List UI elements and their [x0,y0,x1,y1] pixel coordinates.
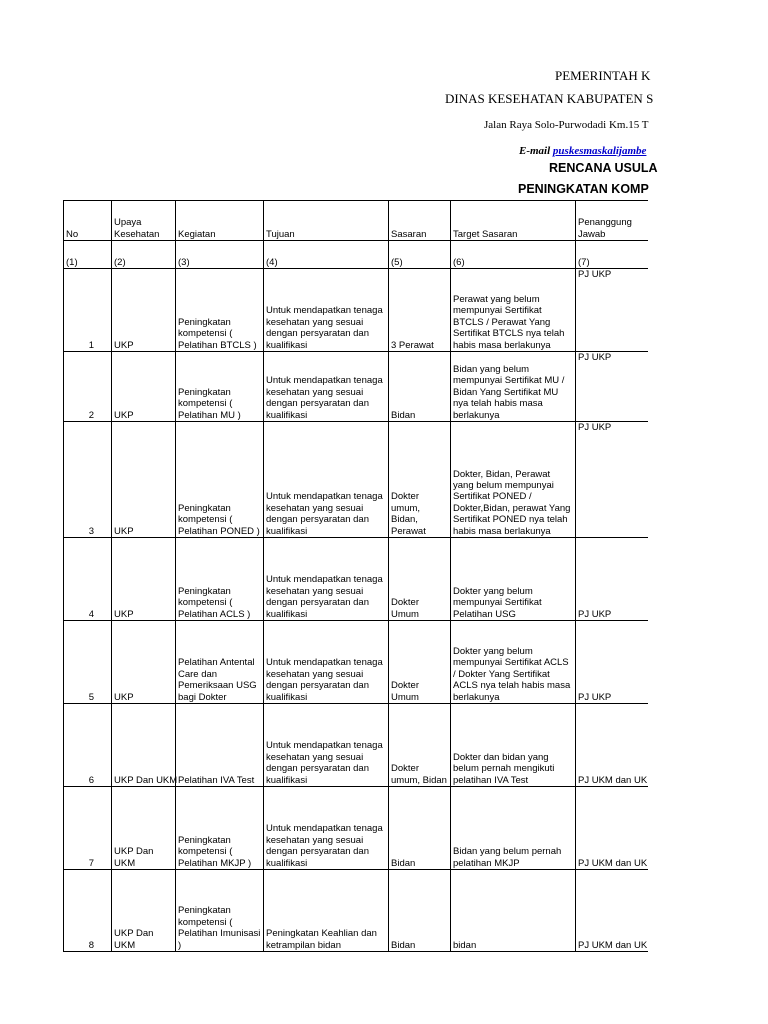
header-target: Target Sasaran [453,228,518,240]
cell-upaya: UKP Dan UKM [114,928,154,951]
email-link[interactable]: puskesmaskalijambe [552,145,647,157]
cell-tujuan: Untuk mendapatkan tenaga kesehatan yang sesuai dengan persyaratan dan kualifikasi [266,375,383,421]
cell-kegiatan: Pelatihan Antental Care dan Pemeriksaan USG bagi Dokter [178,657,257,703]
cell-sasaran: 3 Perawat [391,339,434,351]
cell-kegiatan: Peningkatan kompetensi ( Pelatihan Imunisasi ) [178,905,261,951]
cell-no: 7 [88,857,94,869]
header-upaya: Upaya Kesehatan [114,217,160,240]
cell-target: Dokter dan bidan yang belum pernah mengikuti pelatihan IVA Test [453,751,555,786]
cell-pj: PJ UKM dan UK [578,939,648,951]
cell-kegiatan: Peningkatan kompetensi ( Pelatihan MU ) [178,386,241,421]
cell-tujuan: Untuk mendapatkan tenaga kesehatan yang sesuai dengan persyaratan dan kualifikasi [266,740,383,786]
colnum-3: (3) [178,256,190,268]
cell-pj: PJ UKP [578,352,612,363]
cell-target: Bidan yang belum mempunyai Sertifikat MU / Bidan Yang Sertifikat MU nya telah habis masa berlakunya [453,363,565,421]
cell-upaya: UKP [114,608,134,620]
cell-tujuan: Untuk mendapatkan tenaga kesehatan yang sesuai dengan persyaratan dan kualifikasi [266,657,383,703]
document-subtitle: PENINGKATAN KOMP [518,182,649,196]
cell-pj: PJ UKM dan UK [578,857,648,869]
header-address: Jalan Raya Solo-Purwodadi Km.15 T [484,119,649,131]
cell-no: 2 [88,409,94,421]
cell-upaya: UKP [114,339,134,351]
cell-pj: PJ UKP [578,691,612,703]
colnum-7: (7) [578,256,590,268]
cell-pj: PJ UKP [578,422,612,433]
document-title: RENCANA USULA [549,161,658,175]
cell-no: 3 [88,525,94,537]
cell-target: bidan [453,939,477,951]
cell-sasaran: Dokter Umum [391,680,419,703]
cell-target: Dokter yang belum mempunyai Sertifikat Pelatihan USG [453,585,542,620]
cell-kegiatan: Pelatihan IVA Test [178,774,255,786]
colnum-6: (6) [453,256,465,268]
header-tujuan: Tujuan [266,228,295,240]
cell-sasaran: Dokter umum, Bidan, Perawat [391,491,426,537]
header-no: No [66,228,79,240]
cell-upaya: UKP Dan UKM [114,774,178,786]
colnum-1: (1) [66,256,78,268]
cell-no: 4 [88,608,94,620]
cell-target: Perawat yang belum mempunyai Sertifikat BTCLS / Perawat Yang Sertifikat BTCLS nya telah habis masa berlakunya [453,293,565,351]
cell-target: Dokter yang belum mempunyai Sertifikat ACLS / Dokter Yang Sertifikat ACLS nya telah habis masa berlakunya [453,645,571,703]
cell-sasaran: Bidan [391,409,416,421]
cell-upaya: UKP [114,691,134,703]
cell-target: Bidan yang belum pernah pelatihan MKJP [453,846,562,869]
colnum-4: (4) [266,256,278,268]
header-kegiatan: Kegiatan [178,228,216,240]
header-sasaran: Sasaran [391,228,427,240]
cell-tujuan: Untuk mendapatkan tenaga kesehatan yang sesuai dengan persyaratan dan kualifikasi [266,823,383,869]
cell-pj: PJ UKP [578,608,612,620]
cell-upaya: UKP Dan UKM [114,846,154,869]
cell-no: 5 [88,691,94,703]
cell-no: 6 [88,774,94,786]
cell-tujuan: Peningkatan Keahlian dan ketrampilan bidan [266,928,377,951]
cell-sasaran: Bidan [391,939,416,951]
cell-sasaran: Dokter umum, Bidan [391,763,447,786]
cell-kegiatan: Peningkatan kompetensi ( Pelatihan ACLS ) [178,585,251,620]
header-agency: DINAS KESEHATAN KABUPATEN S [445,91,654,106]
cell-no: 8 [88,939,94,951]
cell-tujuan: Untuk mendapatkan tenaga kesehatan yang sesuai dengan persyaratan dan kualifikasi [266,491,383,537]
cell-sasaran: Bidan [391,857,416,869]
cell-target: Dokter, Bidan, Perawat yang belum mempunyai Sertifikat PONED / Dokter,Bidan, perawat Yang Sertifikat PONED nya telah habis masa berlakunya [453,468,571,537]
cell-kegiatan: Peningkatan kompetensi ( Pelatihan BTCLS ) [178,316,257,351]
cell-tujuan: Untuk mendapatkan tenaga kesehatan yang sesuai dengan persyaratan dan kualifikasi [266,305,383,351]
email-label: E-mail [519,145,551,157]
cell-pj: PJ UKP [578,269,612,280]
cell-upaya: UKP [114,409,134,421]
colnum-5: (5) [391,256,403,268]
cell-upaya: UKP [114,525,134,537]
header-email-line [519,145,646,157]
cell-kegiatan: Peningkatan kompetensi ( Pelatihan PONED ) [178,502,260,537]
header-government: PEMERINTAH K [555,68,651,83]
cell-sasaran: Dokter Umum [391,597,419,620]
cell-kegiatan: Peningkatan kompetensi ( Pelatihan MKJP ) [178,834,252,869]
cell-no: 1 [88,339,94,351]
colnum-2: (2) [114,256,126,268]
header-pj: Penanggung Jawab [578,217,632,240]
cell-tujuan: Untuk mendapatkan tenaga kesehatan yang sesuai dengan persyaratan dan kualifikasi [266,574,383,620]
cell-pj: PJ UKM dan UK [578,774,648,786]
